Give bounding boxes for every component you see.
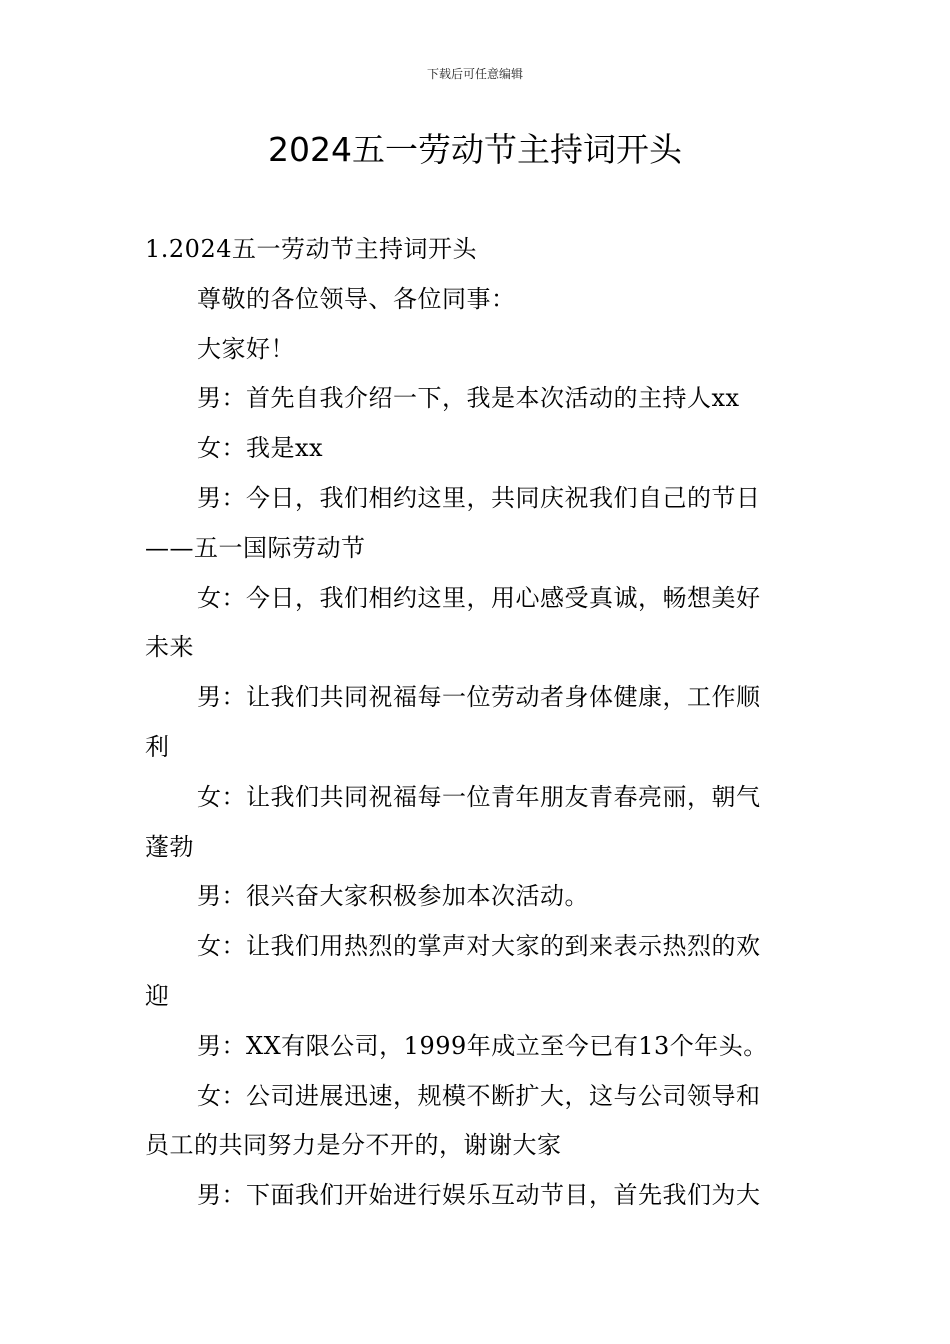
text-line: 男：XX有限公司，1999年成立至今已有13个年头。 (197, 1031, 768, 1060)
text-line: 员工的共同努力是分不开的，谢谢大家 (145, 1131, 562, 1160)
document-body (145, 225, 807, 1221)
text-line: 1.2024五一劳动节主持词开头 (145, 235, 477, 263)
text-line: 女：我是xx (197, 434, 324, 463)
text-line: ——五一国际劳动节 (145, 533, 366, 562)
text-line: 女：让我们共同祝福每一位青年朋友青春亮丽，朝气 (197, 782, 761, 811)
text-line: 女：公司进展迅速，规模不断扩大，这与公司领导和 (197, 1081, 761, 1110)
text-line: 迎 (145, 981, 170, 1010)
text-line: 男：下面我们开始进行娱乐互动节目，首先我们为大 (197, 1181, 761, 1210)
text-line: 女：让我们用热烈的掌声对大家的到来表示热烈的欢 (197, 932, 761, 961)
text-line: 女：今日，我们相约这里，用心感受真诚，畅想美好 (197, 583, 761, 612)
header-note: 下载后可任意编辑 (426, 67, 523, 81)
text-line: 大家好！ (197, 334, 295, 363)
text-line: 男：今日，我们相约这里，共同庆祝我们自己的节日 (197, 483, 761, 512)
text-line: 尊敬的各位领导、各位同事： (197, 284, 516, 313)
text-line: 男：很兴奋大家积极参加本次活动。 (197, 882, 589, 911)
text-line: 未来 (145, 633, 194, 662)
text-line: 男：让我们共同祝福每一位劳动者身体健康，工作顺 (197, 683, 761, 712)
document-title: 2024五一劳动节主持词开头 (268, 130, 682, 169)
text-line: 利 (145, 732, 170, 761)
text-line: 蓬勃 (145, 832, 194, 861)
text-line: 男：首先自我介绍一下，我是本次活动的主持人xx (197, 384, 740, 413)
